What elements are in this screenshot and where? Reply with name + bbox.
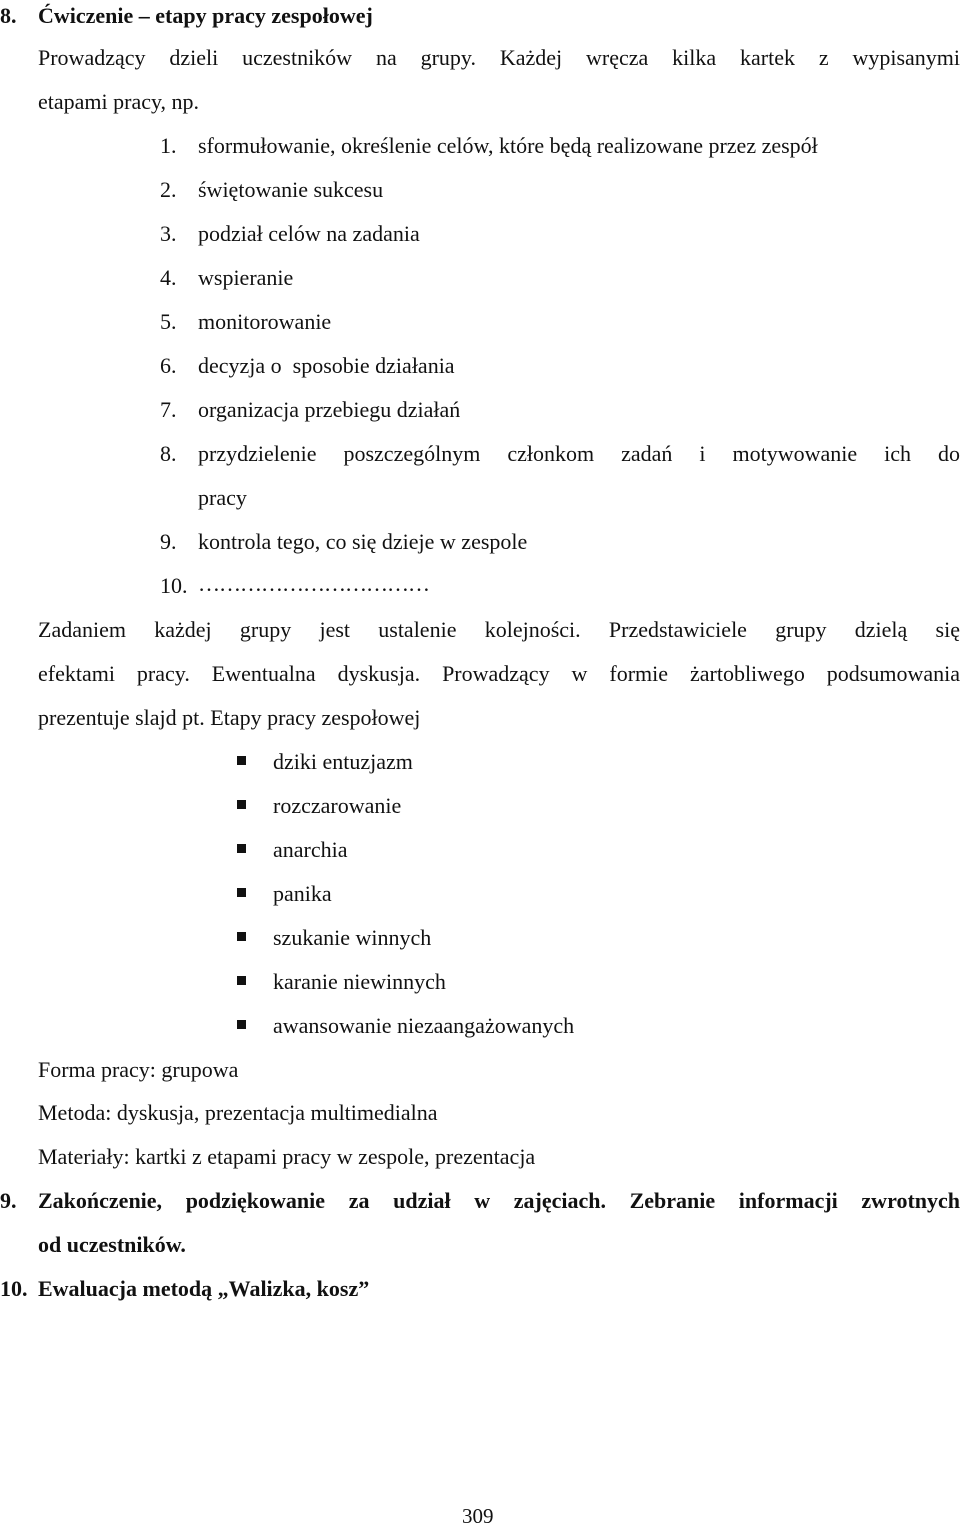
- step-number: 8.: [160, 441, 177, 466]
- bullet-item: rozczarowanie: [273, 793, 402, 818]
- step-number: 6.: [160, 353, 177, 378]
- step-number: 10.: [160, 573, 188, 598]
- step-number: 4.: [160, 265, 177, 290]
- step-text: monitorowanie: [198, 309, 332, 334]
- section-number-10: 10.: [0, 1276, 28, 1301]
- step-text: kontrola tego, co się dzieje w zespole: [198, 529, 528, 554]
- page-number: 309: [462, 1504, 494, 1528]
- section-10-text: Ewaluacja metodą „Walizka, kosz”: [38, 1276, 370, 1301]
- step-number: 5.: [160, 309, 177, 334]
- step-text: decyzja o sposobie działania: [198, 353, 455, 378]
- paragraph-line-1: Zadaniem każdej grupy jest ustalenie kolejności. Przedstawiciele grupy dzielą się: [38, 617, 960, 642]
- step-number: 7.: [160, 397, 177, 422]
- section-number-9: 9.: [0, 1188, 17, 1213]
- bullet-item: karanie niewinnych: [273, 969, 446, 994]
- step-number: 1.: [160, 133, 177, 158]
- work-materials: Materiały: kartki z etapami pracy w zespole, prezentacja: [38, 1144, 536, 1169]
- square-bullet-icon: [237, 888, 246, 897]
- intro-line-2: etapami pracy, np.: [38, 89, 200, 114]
- step-text: wspieranie: [198, 265, 294, 290]
- square-bullet-icon: [237, 1020, 246, 1029]
- bullet-item: szukanie winnych: [273, 925, 432, 950]
- step-number: 2.: [160, 177, 177, 202]
- section-9-line-1: Zakończenie, podziękowanie za udział w zajęciach. Zebranie informacji zwrotnych: [38, 1188, 960, 1213]
- step-text: sformułowanie, określenie celów, które będą realizowane przez zespół: [198, 133, 818, 158]
- paragraph-line-2: efektami pracy. Ewentualna dyskusja. Prowadzący w formie żartobliwego podsumowania: [38, 661, 960, 686]
- step-text: świętowanie sukcesu: [198, 177, 384, 202]
- section-title-8: Ćwiczenie – etapy pracy zespołowej: [38, 3, 373, 28]
- square-bullet-icon: [237, 976, 246, 985]
- bullet-item: anarchia: [273, 837, 348, 862]
- work-method: Metoda: dyskusja, prezentacja multimedialna: [38, 1100, 438, 1125]
- work-form: Forma pracy: grupowa: [38, 1057, 239, 1082]
- square-bullet-icon: [237, 932, 246, 941]
- section-number-8: 8.: [0, 3, 17, 28]
- square-bullet-icon: [237, 844, 246, 853]
- square-bullet-icon: [237, 756, 246, 765]
- step-blank-dots: ……………………………: [198, 571, 429, 596]
- step-text: podział celów na zadania: [198, 221, 420, 246]
- step-text-continued: pracy: [198, 485, 247, 510]
- intro-line-1: Prowadzący dzieli uczestników na grupy. Każdej wręcza kilka kartek z wypisanymi: [38, 45, 960, 70]
- square-bullet-icon: [237, 800, 246, 809]
- section-9-line-2: od uczestników.: [38, 1232, 186, 1257]
- step-text: organizacja przebiegu działań: [198, 397, 461, 422]
- step-number: 9.: [160, 529, 177, 554]
- step-number: 3.: [160, 221, 177, 246]
- paragraph-line-3: prezentuje slajd pt. Etapy pracy zespołowej: [38, 705, 421, 730]
- step-text: przydzielenie poszczególnym członkom zadań i motywowanie ich do: [198, 441, 960, 466]
- bullet-item: dziki entuzjazm: [273, 749, 413, 774]
- bullet-item: panika: [273, 881, 332, 906]
- bullet-item: awansowanie niezaangażowanych: [273, 1013, 575, 1038]
